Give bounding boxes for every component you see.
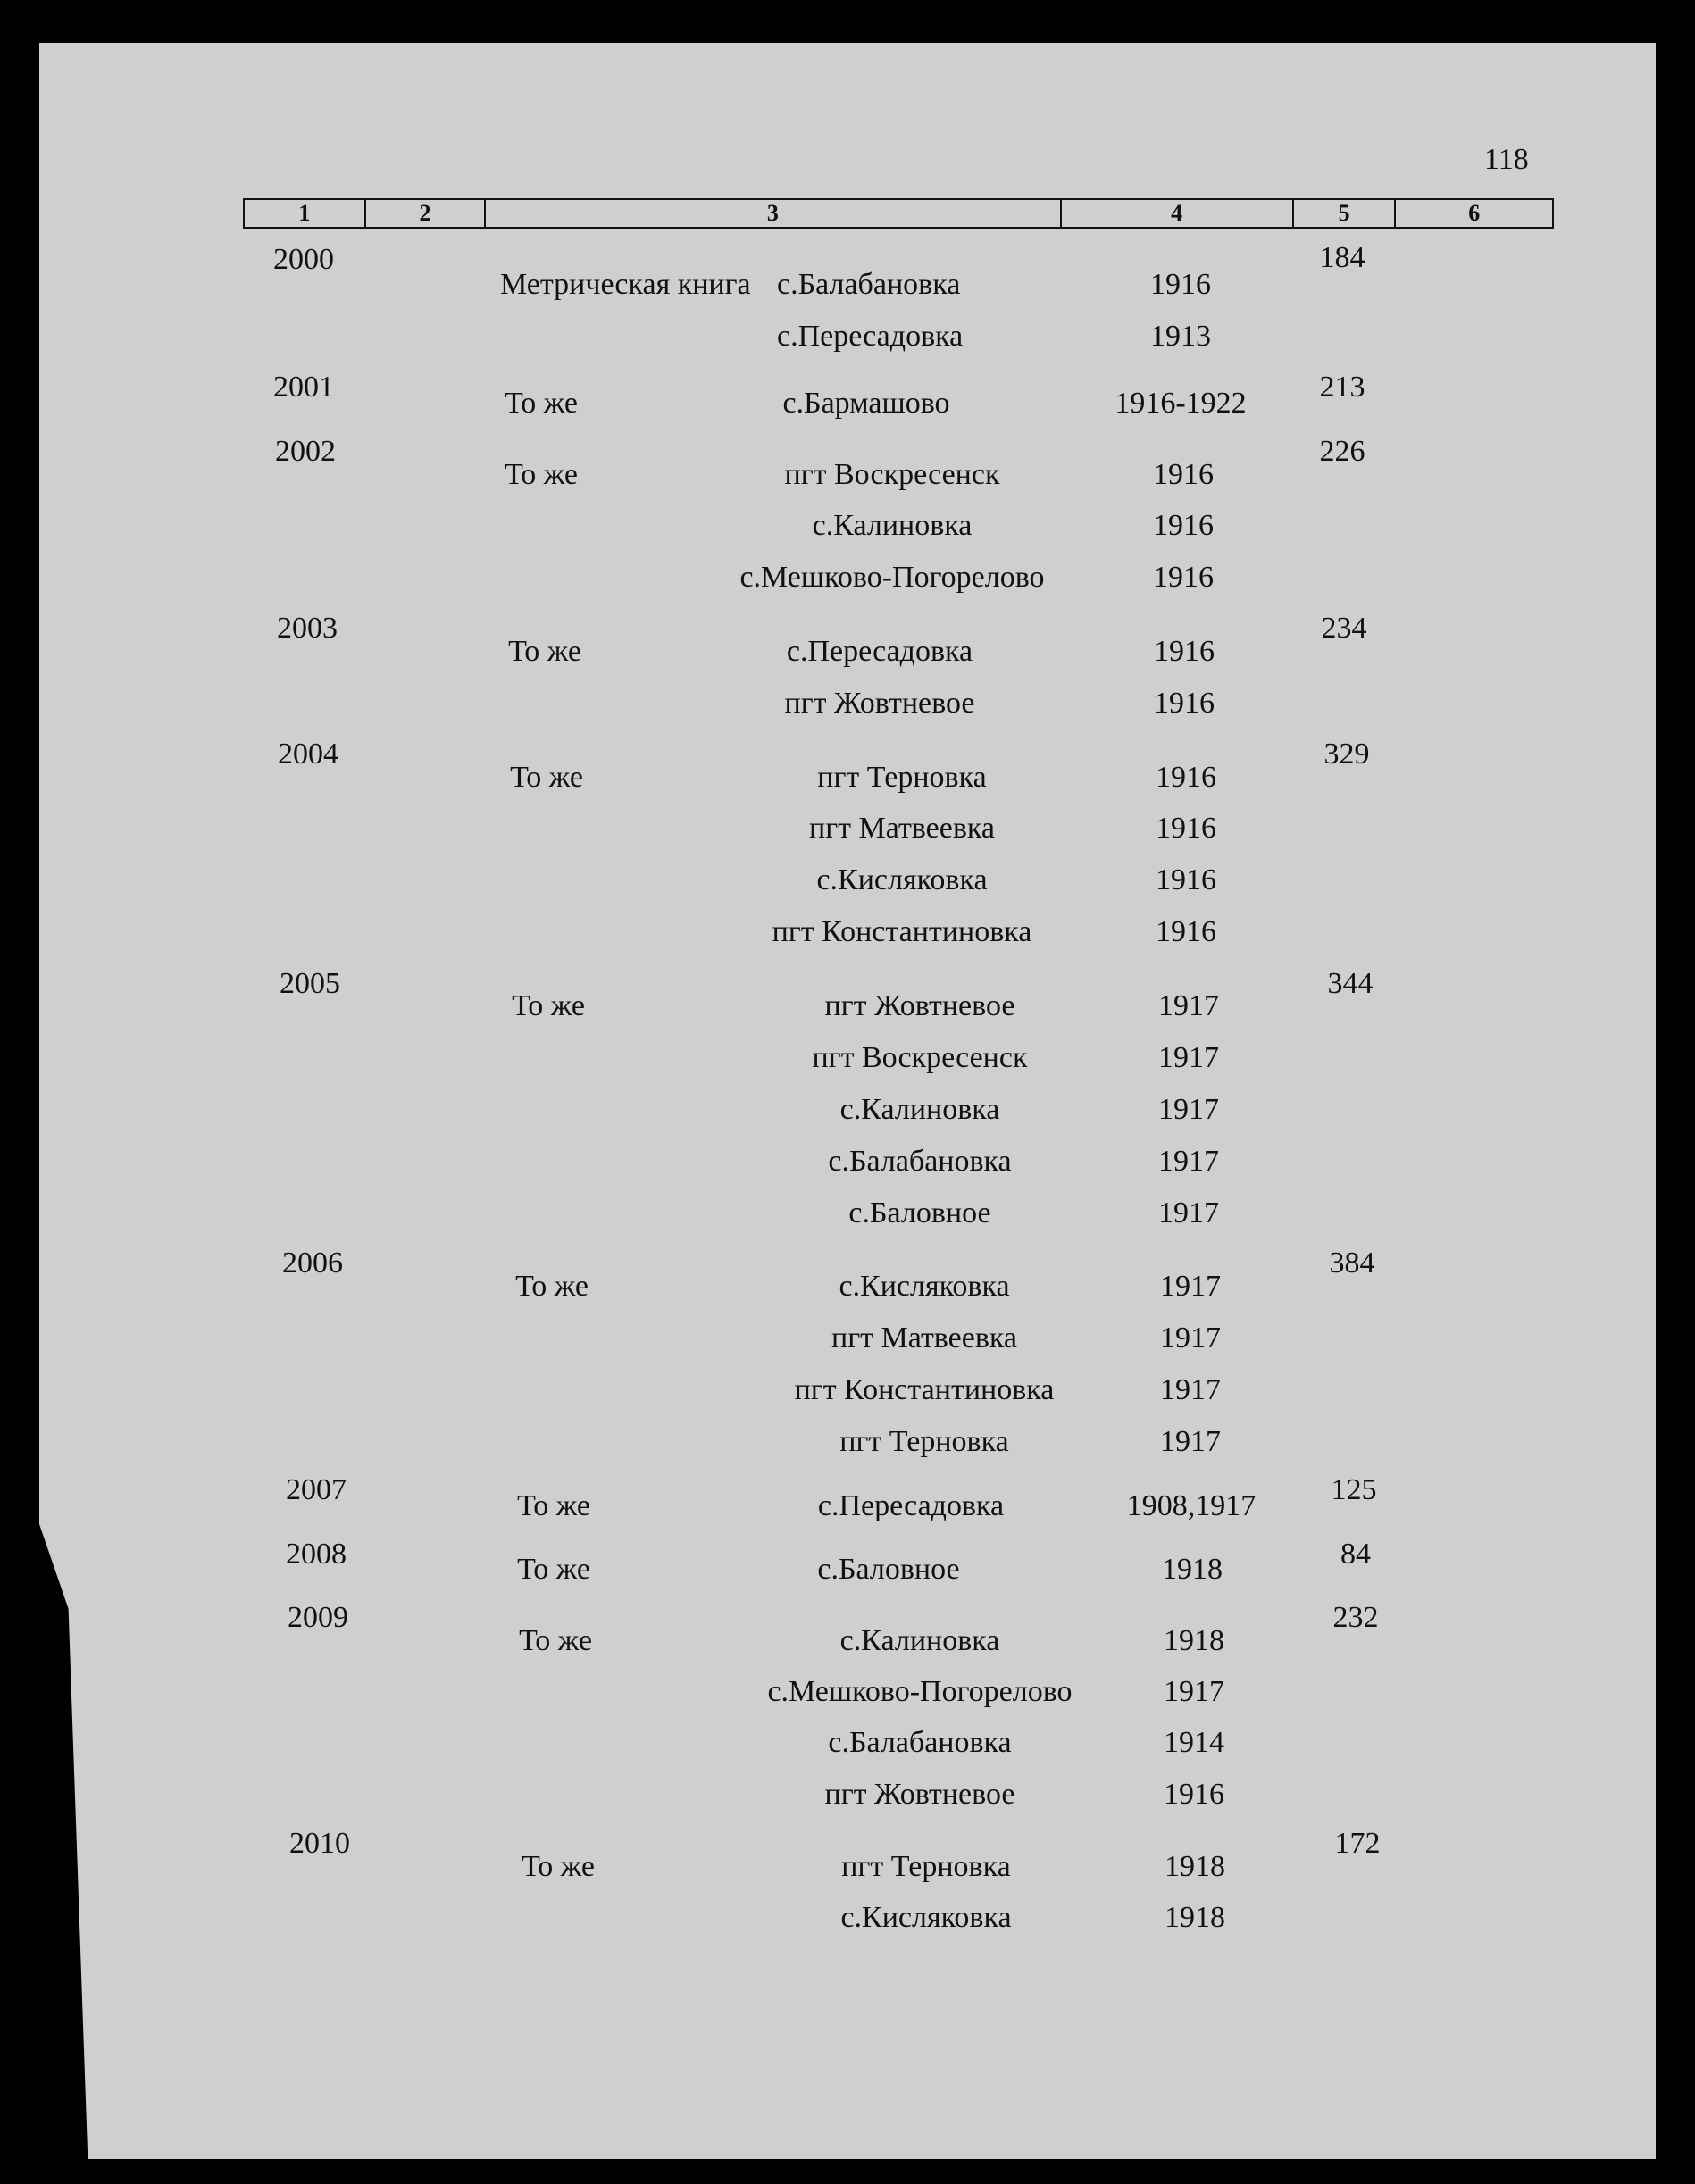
column-header: 2 — [366, 200, 487, 227]
entry-description: То же — [505, 458, 578, 491]
entry-number: 2000 — [273, 243, 334, 276]
record-year: 1916 — [1156, 863, 1216, 896]
record-year: 1913 — [1150, 320, 1211, 353]
record-year: 1917 — [1158, 1196, 1219, 1230]
page-count: 329 — [1323, 738, 1370, 771]
record-year: 1916 — [1164, 1778, 1224, 1811]
record-year: 1916 — [1156, 761, 1216, 794]
place-name: пгт Воскресенск — [812, 1041, 1028, 1074]
record-year: 1916 — [1153, 561, 1214, 594]
place-name: пгт Константиновка — [794, 1373, 1055, 1406]
entry-number: 2009 — [288, 1601, 348, 1634]
place-name: пгт Терновка — [817, 761, 987, 794]
place-name: с.Кисляковка — [839, 1270, 1010, 1303]
place-name: с.Балабановка — [777, 268, 961, 301]
entry-description: То же — [515, 1270, 589, 1303]
place-name: пгт Терновка — [839, 1425, 1009, 1458]
place-name: с.Баловное — [848, 1196, 991, 1230]
record-year: 1916 — [1154, 635, 1215, 668]
place-name: с.Калиновка — [812, 509, 973, 542]
page-count: 84 — [1340, 1538, 1371, 1571]
entry-description: То же — [517, 1489, 590, 1522]
record-year: 1908,1917 — [1126, 1489, 1257, 1522]
record-year: 1916 — [1156, 812, 1216, 845]
entry-number: 2003 — [277, 612, 338, 645]
place-name: с.Мешково-Погорелово — [739, 561, 1045, 594]
page-count: 234 — [1321, 612, 1367, 645]
place-name: пгт Константиновка — [772, 915, 1032, 948]
place-name: с.Бармашово — [782, 387, 950, 420]
page-count: 125 — [1331, 1473, 1377, 1506]
column-header: 6 — [1468, 200, 1481, 226]
place-name: с.Балабановка — [828, 1726, 1012, 1759]
page-count: 172 — [1334, 1827, 1381, 1860]
place-name: пгт Матвеевка — [809, 812, 995, 845]
entry-number: 2001 — [273, 371, 334, 404]
place-name: пгт Матвеевка — [831, 1321, 1017, 1355]
entry-description: То же — [522, 1850, 595, 1883]
place-name: с.Пересадовка — [817, 1489, 1005, 1522]
place-name: с.Пересадовка — [777, 320, 964, 353]
record-year: 1916 — [1156, 915, 1216, 948]
place-name: пгт Жовтневое — [824, 1778, 1015, 1811]
entry-description: То же — [517, 1553, 590, 1586]
place-name: пгт Жовтневое — [824, 989, 1015, 1022]
place-name: пгт Воскресенск — [784, 458, 1000, 491]
entry-description: То же — [510, 761, 583, 794]
page-count: 213 — [1319, 371, 1365, 404]
record-year: 1917 — [1164, 1675, 1224, 1708]
place-name: с.Калиновка — [839, 1624, 1000, 1657]
page-count: 184 — [1319, 241, 1365, 274]
page-count: 232 — [1332, 1601, 1379, 1634]
record-year: 1916 — [1154, 687, 1215, 720]
place-name: с.Балабановка — [828, 1145, 1012, 1178]
entry-description: Метрическая книга — [500, 268, 751, 301]
record-year: 1918 — [1165, 1850, 1225, 1883]
column-header: 5 — [1294, 200, 1397, 227]
record-year: 1916 — [1150, 268, 1211, 301]
place-name: с.Кисляковка — [840, 1901, 1012, 1934]
record-year: 1917 — [1160, 1270, 1221, 1303]
record-year: 1917 — [1158, 989, 1219, 1022]
page-count: 226 — [1319, 435, 1365, 468]
column-header: 4 — [1062, 200, 1294, 227]
record-year: 1916 — [1153, 509, 1214, 542]
record-year: 1917 — [1160, 1425, 1221, 1458]
place-name: с.Пересадовка — [786, 635, 973, 668]
record-year: 1918 — [1164, 1624, 1224, 1657]
entry-number: 2007 — [286, 1473, 347, 1506]
entry-number: 2004 — [278, 738, 338, 771]
entry-number: 2006 — [282, 1246, 343, 1280]
place-name: с.Мешково-Погорелово — [767, 1675, 1073, 1708]
record-year: 1917 — [1158, 1093, 1219, 1126]
place-name: пгт Терновка — [841, 1850, 1011, 1883]
record-year: 1917 — [1160, 1373, 1221, 1406]
entry-number: 2010 — [289, 1827, 350, 1860]
page-number: 118 — [1484, 143, 1529, 176]
column-header-row — [243, 198, 1554, 229]
page-count: 344 — [1327, 967, 1374, 1000]
record-year: 1917 — [1158, 1145, 1219, 1178]
record-year: 1916-1922 — [1115, 387, 1247, 420]
entry-number: 2008 — [286, 1538, 347, 1571]
place-name: с.Баловное — [817, 1553, 960, 1586]
column-header: 3 — [486, 200, 1061, 227]
entry-description: То же — [505, 387, 578, 420]
entry-number: 2002 — [275, 435, 336, 468]
column-header: 1 — [245, 200, 366, 227]
record-year: 1914 — [1164, 1726, 1224, 1759]
record-year: 1917 — [1160, 1321, 1221, 1355]
entry-description: То же — [519, 1624, 592, 1657]
place-name: с.Кисляковка — [816, 863, 988, 896]
record-year: 1916 — [1153, 458, 1214, 491]
record-year: 1918 — [1162, 1553, 1223, 1586]
place-name: пгт Жовтневое — [784, 687, 975, 720]
entry-number: 2005 — [280, 967, 340, 1000]
entry-description: То же — [508, 635, 581, 668]
place-name: с.Калиновка — [839, 1093, 1000, 1126]
entry-description: То же — [512, 989, 585, 1022]
page-count: 384 — [1329, 1246, 1375, 1280]
record-year: 1917 — [1158, 1041, 1219, 1074]
record-year: 1918 — [1165, 1901, 1225, 1934]
